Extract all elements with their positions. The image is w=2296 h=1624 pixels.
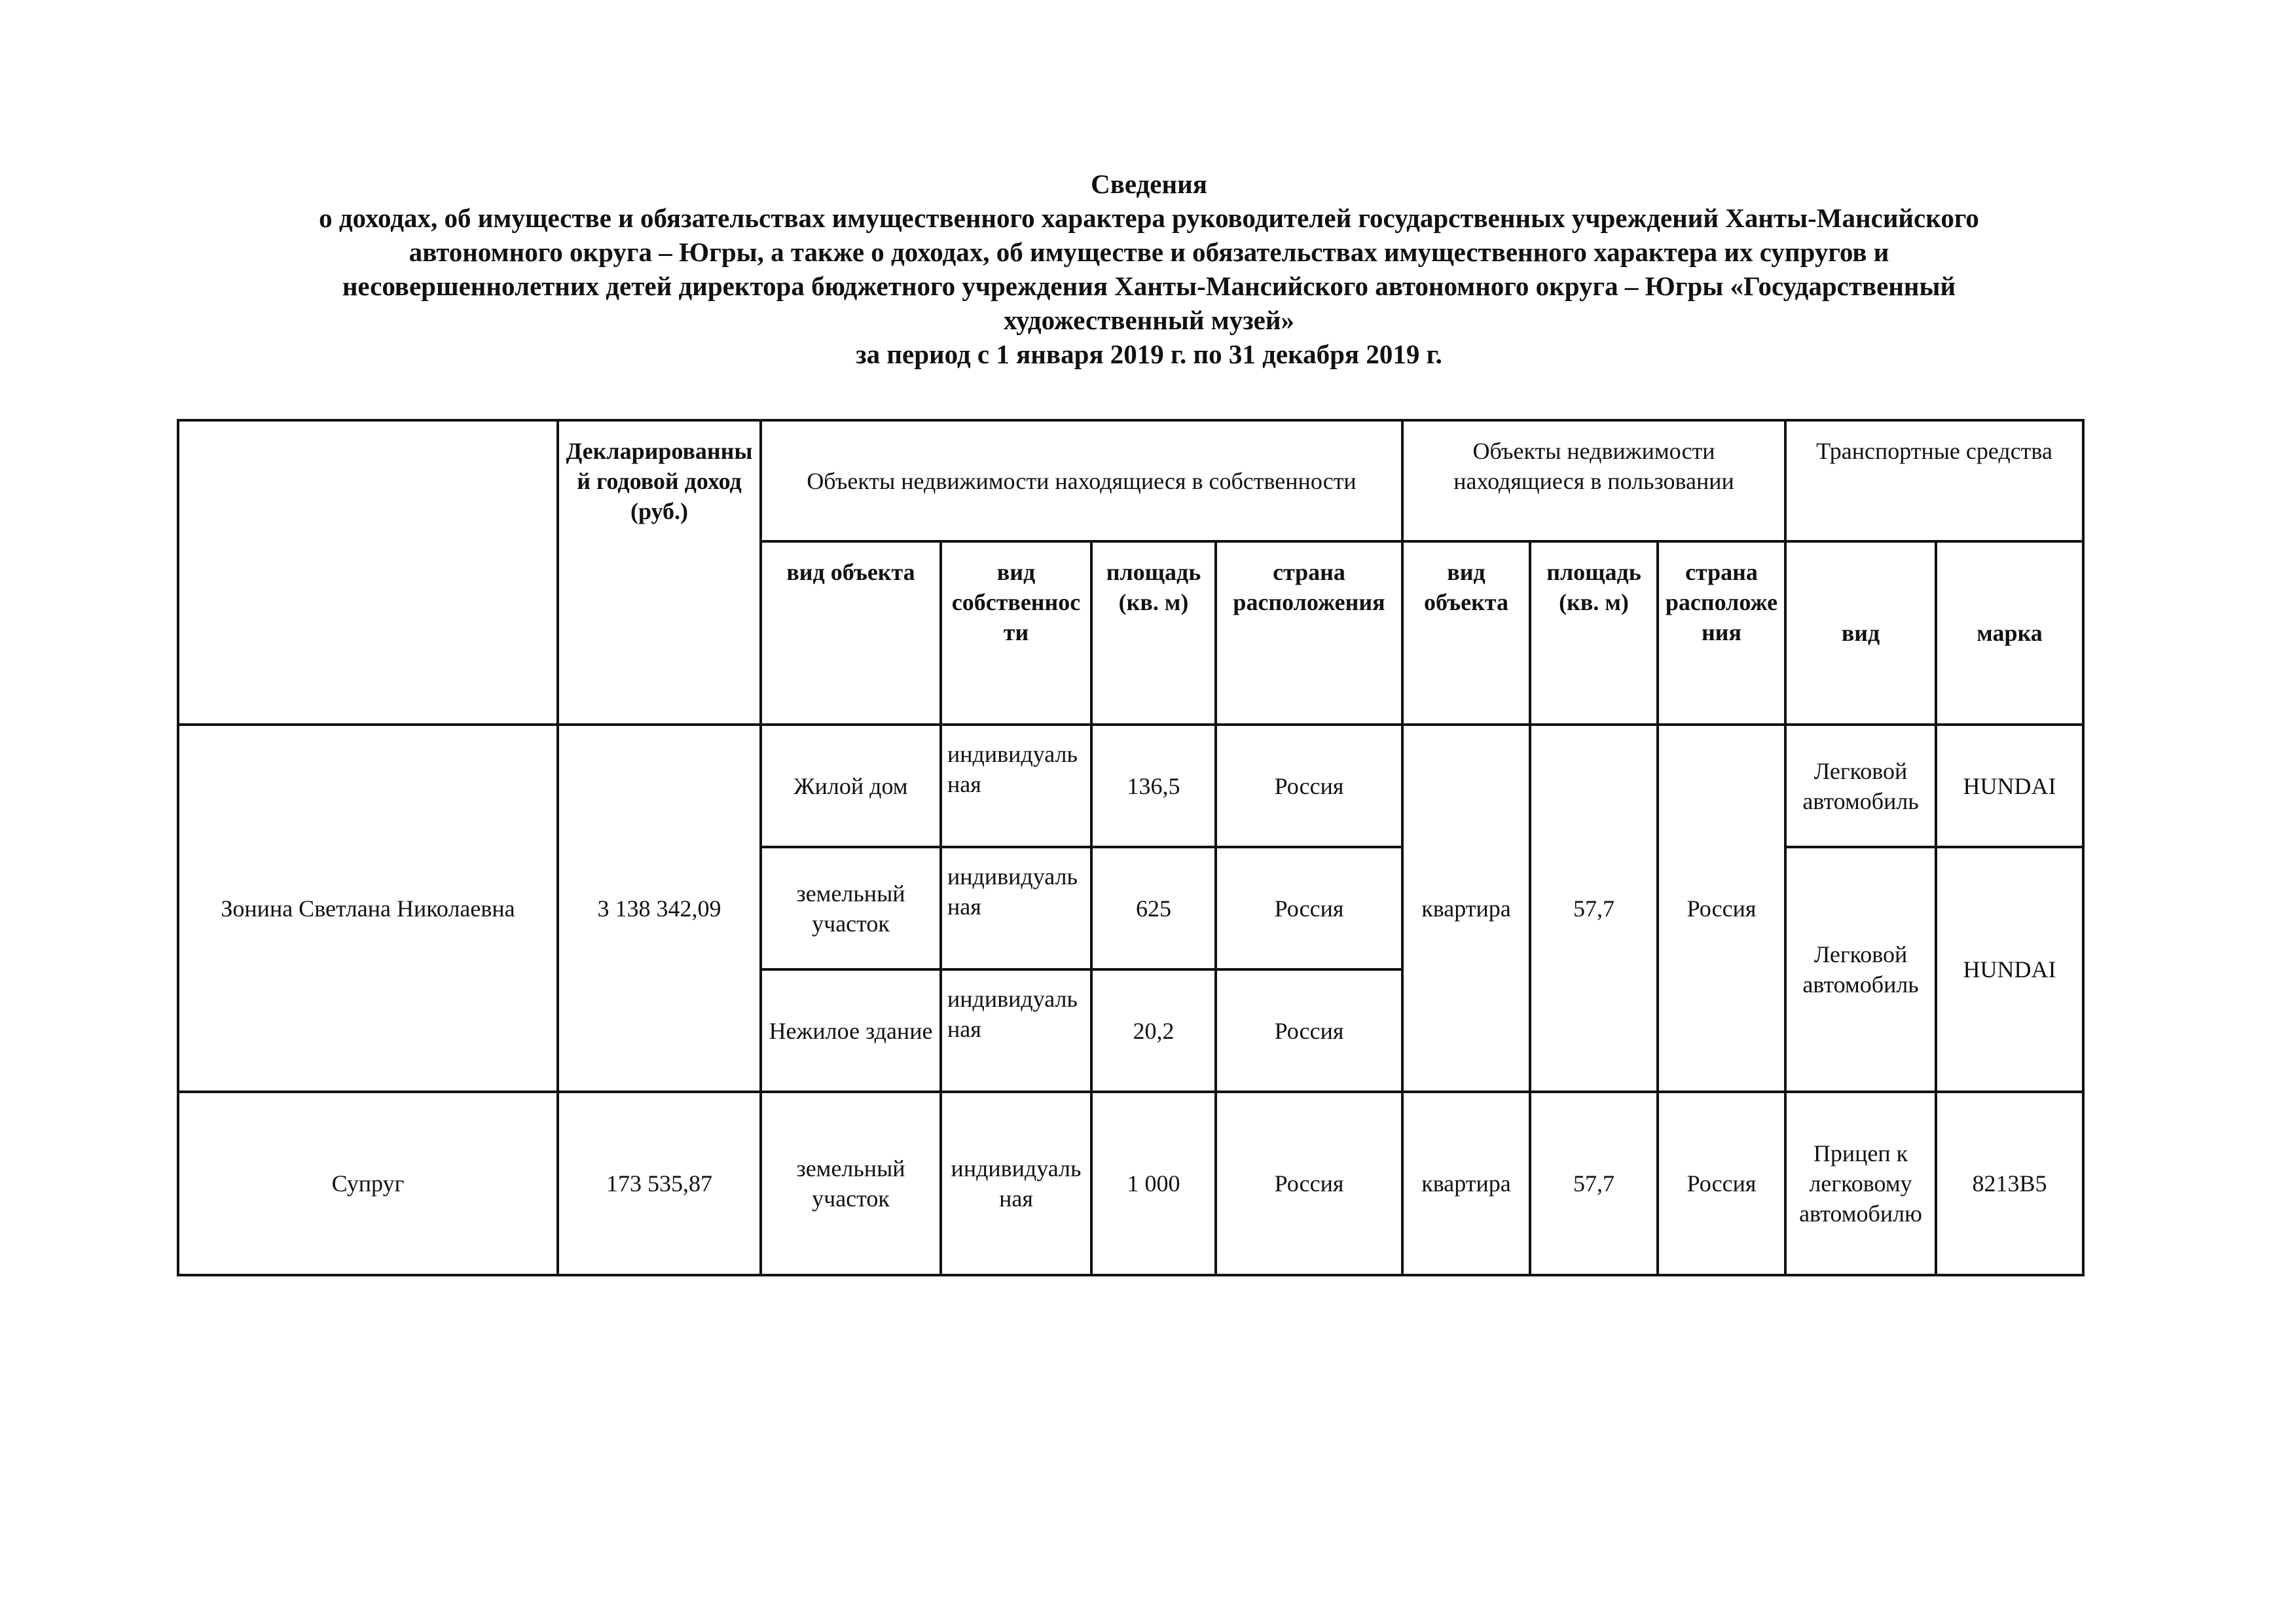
- owned-country: Россия: [1216, 1092, 1402, 1275]
- owned-ownership: индивидуальная: [941, 725, 1091, 847]
- owned-country: Россия: [1216, 847, 1402, 969]
- owned-ownership: индивидуальная: [941, 969, 1091, 1092]
- table-row: [178, 725, 2083, 847]
- used-type: квартира: [1402, 1092, 1530, 1275]
- subheader-owned-type: вид объекта: [761, 541, 941, 725]
- header-line-4: художественный музей»: [1004, 305, 1294, 335]
- header-line-1: о доходах, об имуществе и обязательствах имущественного характера руководителей государственных учреждений Ханты-Мансийского: [319, 203, 1979, 233]
- transport-type: Прицеп к легковому автомобилю: [1785, 1092, 1936, 1275]
- header-line-2: автономного округа – Югры, а также о доходах, об имуществе и обязательствах имущественного характера их супругов и: [409, 237, 1889, 267]
- header-owned: Объекты недвижимости находящиеся в собственности: [761, 420, 1402, 541]
- declaration-table: [177, 419, 2085, 1276]
- header-row-1: [178, 420, 2083, 541]
- subheader-used-area: площадь (кв. м): [1530, 541, 1658, 725]
- owned-country: Россия: [1216, 725, 1402, 847]
- used-country: Россия: [1658, 725, 1785, 1092]
- header-transport: Транспортные средства: [1785, 420, 2083, 541]
- subheader-transport-brand: марка: [1936, 541, 2083, 725]
- person-name: Супруг: [178, 1092, 558, 1275]
- owned-area: 1 000: [1091, 1092, 1216, 1275]
- owned-ownership: индивидуальная: [941, 847, 1091, 969]
- used-country: Россия: [1658, 1092, 1785, 1275]
- header-used: Объекты недвижимости находящиеся в пользовании: [1402, 420, 1785, 541]
- report-period: за период с 1 января 2019 г. по 31 декабря 2019 г.: [856, 339, 1442, 369]
- owned-type: земельный участок: [761, 1092, 941, 1275]
- person-income: 3 138 342,09: [558, 725, 761, 1092]
- subheader-owned-ownership: вид собственности: [941, 541, 1091, 725]
- subheader-used-type: вид объекта: [1402, 541, 1530, 725]
- transport-type: Легковой автомобиль: [1785, 725, 1936, 847]
- owned-type: Жилой дом: [761, 725, 941, 847]
- owned-area: 625: [1091, 847, 1216, 969]
- subheader-owned-country: страна расположения: [1216, 541, 1402, 725]
- owned-area: 20,2: [1091, 969, 1216, 1092]
- owned-type: земельный участок: [761, 847, 941, 969]
- subheader-owned-area: площадь (кв. м): [1091, 541, 1216, 725]
- subheader-transport-type: вид: [1785, 541, 1936, 725]
- owned-ownership: индивидуальная: [941, 1092, 1091, 1275]
- person-income: 173 535,87: [558, 1092, 761, 1275]
- header-name-cell: [178, 420, 558, 725]
- owned-area: 136,5: [1091, 725, 1216, 847]
- transport-brand: HUNDAI: [1936, 725, 2083, 847]
- used-type: квартира: [1402, 725, 1530, 1092]
- used-area: 57,7: [1530, 1092, 1658, 1275]
- table-row: [178, 1092, 2083, 1275]
- subheader-used-country: страна расположения: [1658, 541, 1785, 725]
- document-title: Сведения: [1091, 169, 1207, 199]
- transport-brand: HUNDAI: [1936, 847, 2083, 1092]
- used-area: 57,7: [1530, 725, 1658, 1092]
- owned-country: Россия: [1216, 969, 1402, 1092]
- transport-brand: 8213В5: [1936, 1092, 2083, 1275]
- owned-type: Нежилое здание: [761, 969, 941, 1092]
- document-header: [216, 167, 2082, 371]
- header-line-3: несовершеннолетних детей директора бюджетного учреждения Ханты-Мансийского автономного округа – Югры «Государственный: [342, 271, 1956, 301]
- transport-type: Легковой автомобиль: [1785, 847, 1936, 1092]
- header-income: Декларированный годовой доход (руб.): [558, 420, 761, 725]
- person-name: Зонина Светлана Николаевна: [178, 725, 558, 1092]
